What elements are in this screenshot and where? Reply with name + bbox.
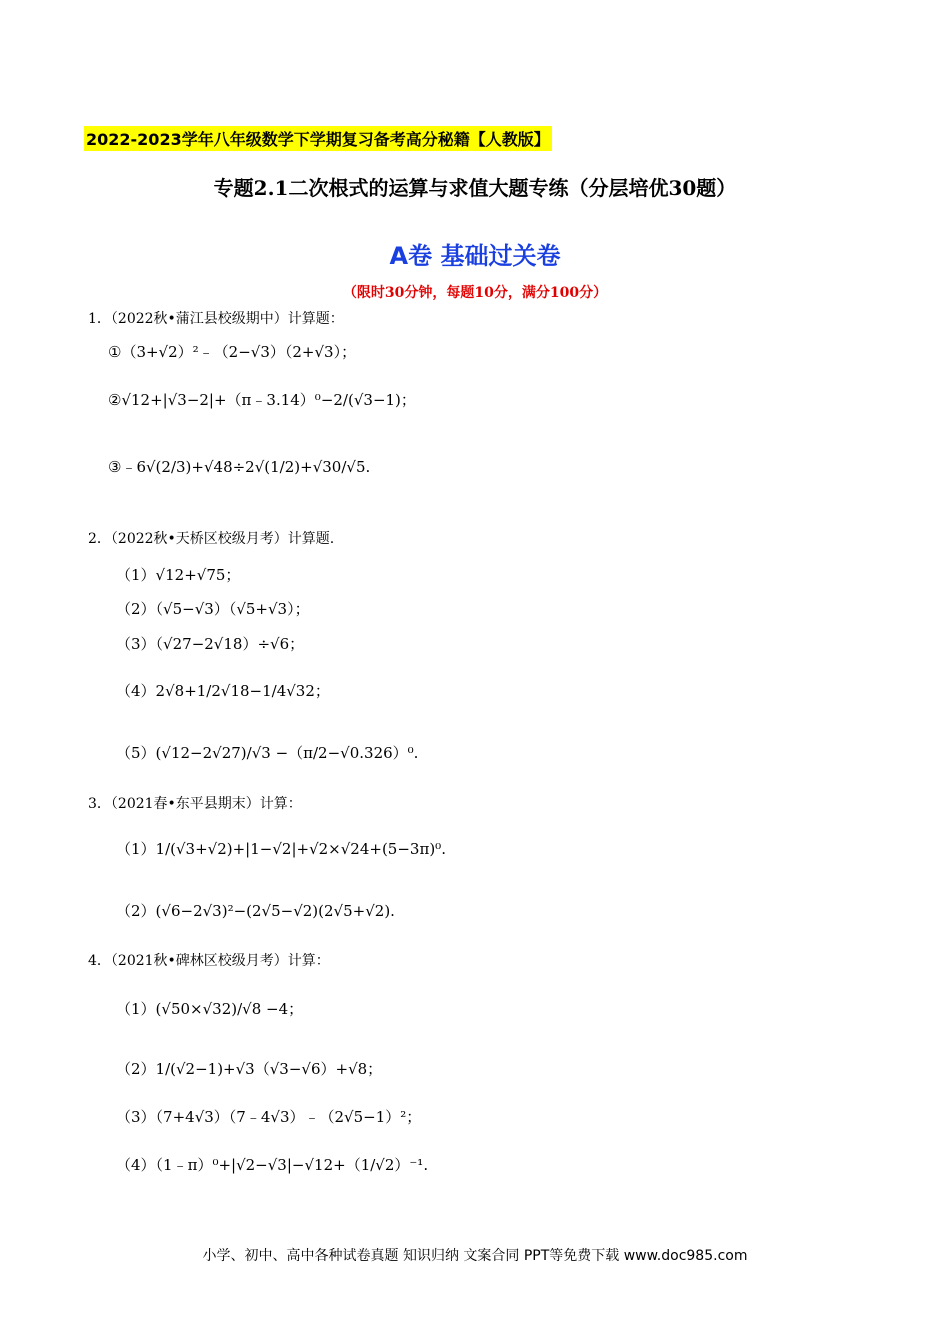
page-title: 专题2.1二次根式的运算与求值大题专练（分层培优30题） <box>213 176 737 200</box>
question-4-item-3: （3）（7+4√3）（7﹣4√3）﹣（2√5−1）²； <box>116 1108 422 1126</box>
page-footer: 小学、初中、高中各种试卷真题 知识归纳 文案合同 PPT等免费下载 www.doc985.com <box>202 1248 748 1264</box>
question-3-item-2: （2）(√6−2√3)²−(2√5−√2)(2√5+√2). <box>116 902 395 920</box>
series-banner: 2022-2023学年八年级数学下学期复习备考高分秘籍【人教版】 <box>84 126 552 151</box>
question-2-item-1: （1）√12+√75； <box>116 566 241 584</box>
question-2-item-4: （4）2√8+1/2√18−1/4√32； <box>116 682 330 700</box>
section-heading: A卷 基础过关卷 <box>389 242 561 270</box>
question-4-item-1: （1）(√50×√32)/√8 −4； <box>116 1000 304 1018</box>
question-3-item-1: （1）1/(√3+√2)+|1−√2|+√2×√24+(5−3π)⁰. <box>116 840 446 858</box>
question-1-item-3: ③﹣6√(2/3)+√48÷2√(1/2)+√30/√5. <box>108 458 371 476</box>
question-3-stem: 3．（2021春•东平县期末）计算： <box>88 796 302 812</box>
question-4-item-4: （4）（1﹣π）⁰+|√2−√3|−√12+（1/√2）⁻¹. <box>116 1156 429 1174</box>
question-2-item-5: （5）(√12−2√27)/√3 −（π/2−√0.326）⁰. <box>116 744 419 762</box>
question-2-stem: 2．（2022秋•天桥区校级月考）计算题. <box>88 531 335 547</box>
time-limit-note: （限时30分钟，每题10分，满分100分） <box>342 285 608 301</box>
question-2-item-2: （2）（√5−√3）（√5+√3）； <box>116 600 310 618</box>
question-4-item-2: （2）1/(√2−1)+√3（√3−√6）+√8； <box>116 1060 383 1078</box>
question-1-item-2: ②√12+|√3−2|+（π﹣3.14）⁰−2/(√3−1)； <box>108 391 416 409</box>
question-4-stem: 4．（2021秋•碑林区校级月考）计算： <box>88 953 330 969</box>
question-2-item-3: （3）（√27−2√18）÷√6； <box>116 635 305 653</box>
question-1-stem: 1．（2022秋•蒲江县校级期中）计算题： <box>88 311 344 327</box>
question-1-item-1: ①（3+√2）²﹣（2−√3）（2+√3）； <box>108 343 357 361</box>
